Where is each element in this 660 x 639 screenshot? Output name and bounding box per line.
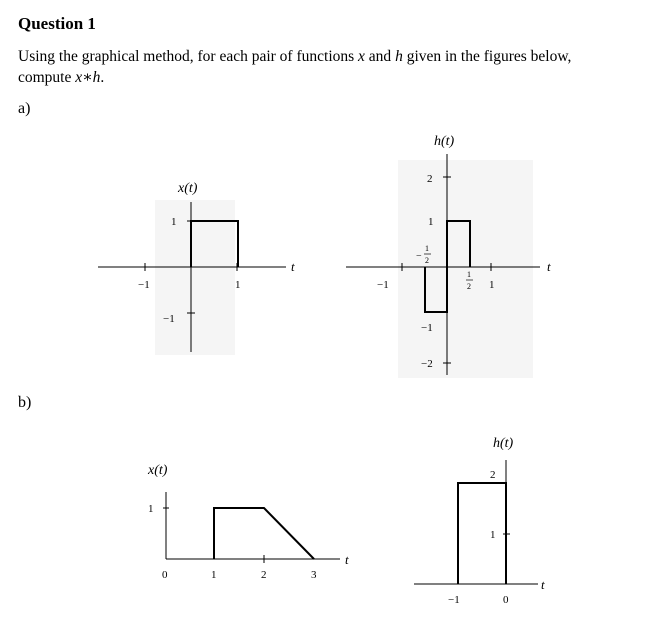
a-x-tick-y-neg1: −1 — [163, 313, 175, 325]
a-h-tlabel: t — [547, 259, 551, 274]
b-x-tick-x-0: 0 — [162, 569, 168, 581]
b-x-tlabel: t — [345, 552, 349, 567]
a-h-tick-x-1: 1 — [489, 279, 495, 291]
part-a-label: a) — [18, 100, 31, 117]
a-h-tick-y-neg2: −2 — [421, 358, 433, 370]
b-x-signal — [214, 508, 314, 559]
a-h-ylabel: h(t) — [434, 134, 455, 149]
svg-text:1: 1 — [467, 270, 471, 279]
b-h-tick-x-0: 0 — [503, 594, 509, 606]
svg-text:−: − — [416, 251, 422, 262]
a-x-tick-x-1: 1 — [235, 279, 241, 291]
b-x-tick-y-1: 1 — [148, 503, 154, 515]
b-h-tlabel: t — [541, 577, 545, 592]
a-h-tick-x-neg1: −1 — [377, 279, 389, 291]
b-h-ylabel: h(t) — [493, 436, 514, 451]
b-h-tick-x-neg1: −1 — [448, 594, 460, 606]
part-b-label: b) — [18, 394, 32, 411]
svg-text:1: 1 — [425, 244, 429, 253]
b-x-ylabel: x(t) — [148, 463, 168, 478]
a-h-tick-y-2: 2 — [427, 173, 433, 185]
a-x-ylabel: x(t) — [178, 181, 198, 196]
b-x-tick-x-3: 3 — [311, 569, 317, 581]
question-title: Question 1 — [18, 14, 96, 33]
b-x-tick-x-1: 1 — [211, 569, 217, 581]
b-x-tick-x-2: 2 — [261, 569, 267, 581]
b-h-tick-y-2: 2 — [490, 469, 496, 481]
plot-b-x — [163, 492, 340, 563]
a-x-tlabel: t — [291, 259, 295, 274]
b-h-tick-y-1: 1 — [490, 529, 496, 541]
svg-text:2: 2 — [467, 282, 471, 291]
a-x-tick-y-1: 1 — [171, 216, 177, 228]
svg-text:2: 2 — [425, 256, 429, 265]
question-text: Using the graphical method, for each pair of functions x and h given in the figures below, compute x∗h. — [18, 48, 572, 86]
plot-b-h — [414, 460, 538, 584]
a-h-tick-y-1: 1 — [428, 216, 434, 228]
a-h-tick-y-neg1: −1 — [421, 322, 433, 334]
a-x-tick-x-neg1: −1 — [138, 279, 150, 291]
b-h-signal — [458, 483, 506, 584]
